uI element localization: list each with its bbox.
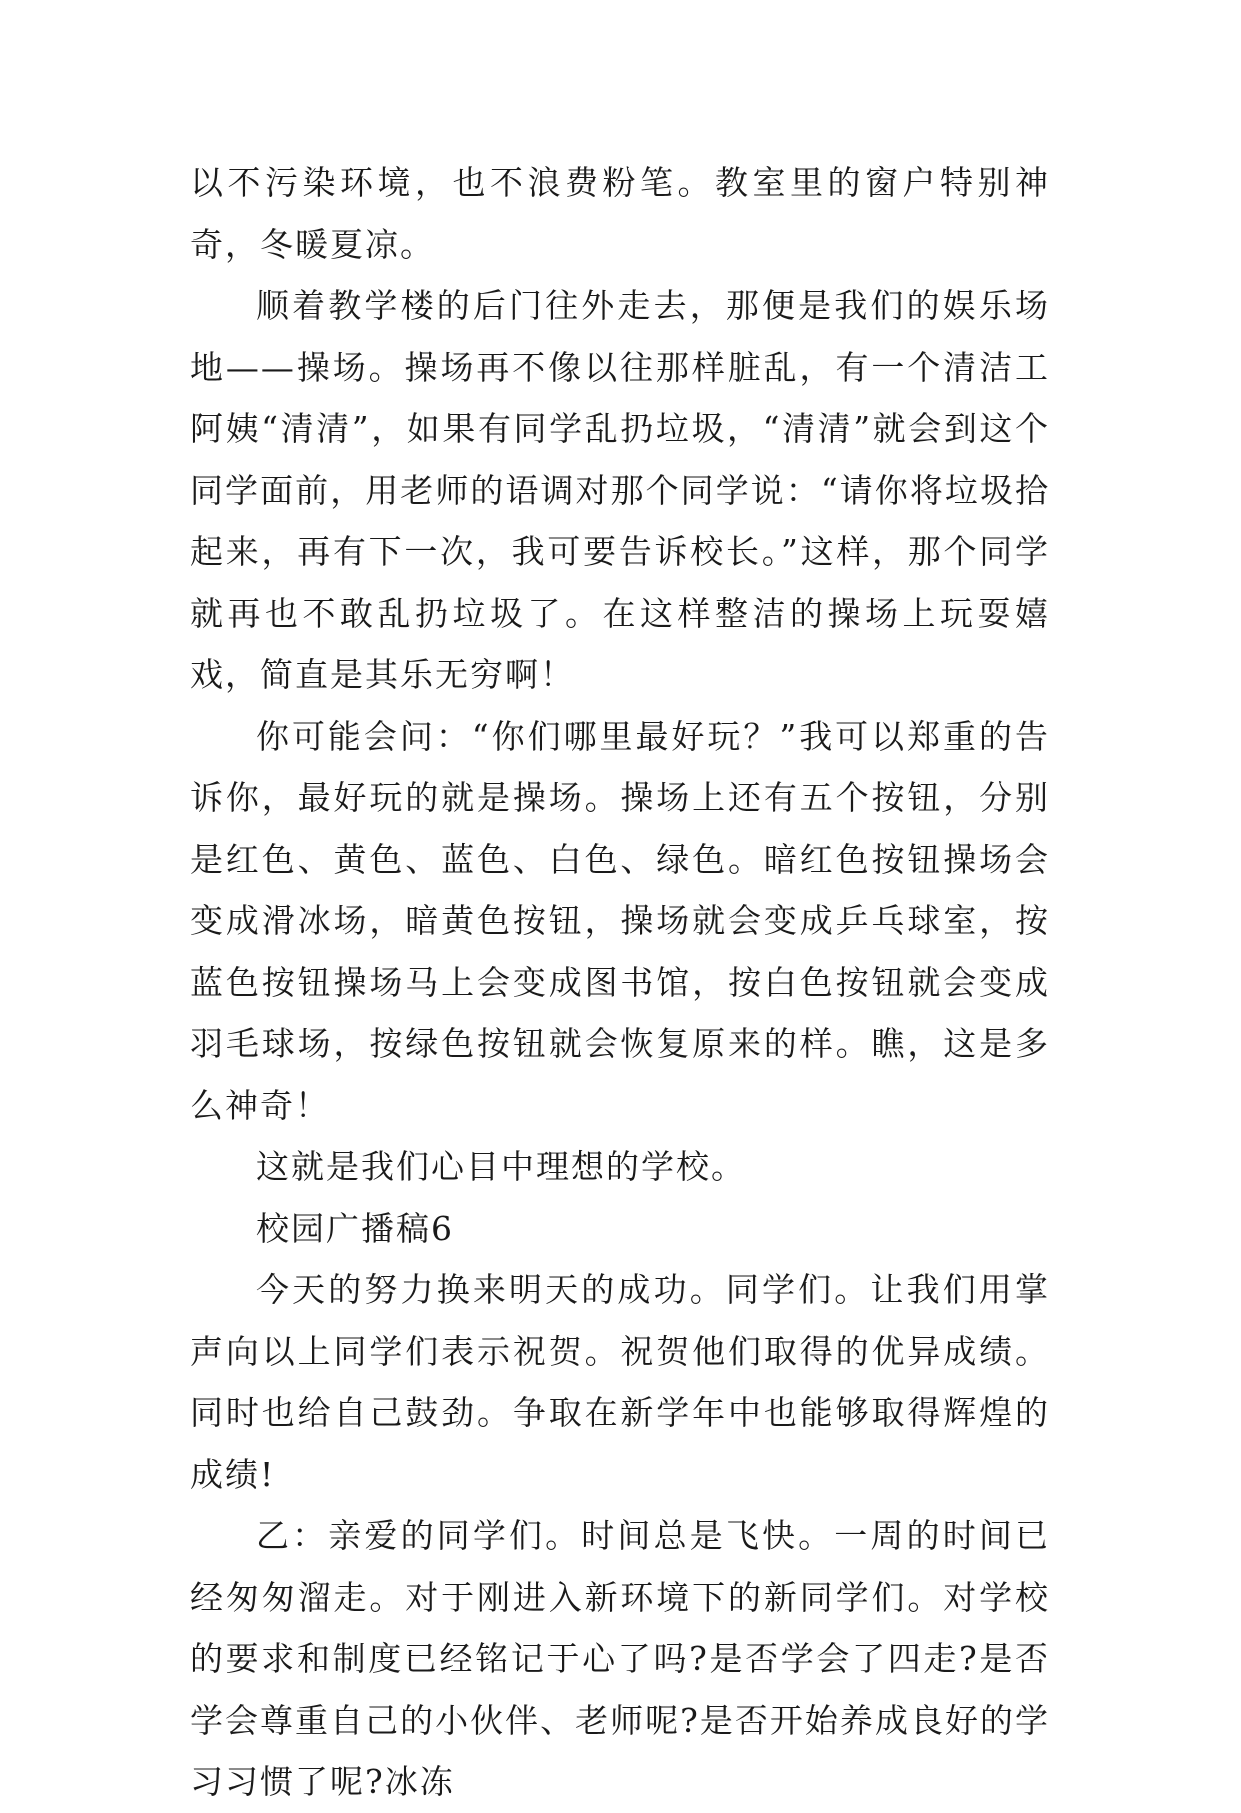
paragraph-playground: 顺着教学楼的后门往外走去，那便是我们的娱乐场地——操场。操场再不像以往那样脏乱，有一个清洁工阿姨“清清”，如果有同学乱扔垃圾，“清清”就会到这个同学面前，用老师的语调对那个同学说：“请你将垃圾拾起来，再有下一次，我可要告诉校长。”这样，那个同学就再也不敢乱扔垃圾了。在这样整洁的操场上玩耍嬉戏，简直是其乐无穷啊！	[190, 286, 1050, 694]
paragraph-ideal-school: 这就是我们心目中理想的学校。	[256, 1147, 746, 1186]
paragraph-congratulations: 今天的努力换来明天的成功。同学们。让我们用掌声向以上同学们表示祝贺。祝贺他们取得的优异成绩。同时也给自己鼓劲。争取在新学年中也能够取得辉煌的成绩!	[190, 1270, 1050, 1494]
paragraph-buttons: 你可能会问：“你们哪里最好玩？”我可以郑重的告诉你，最好玩的就是操场。操场上还有五个按钮，分别是红色、黄色、蓝色、白色、绿色。暗红色按钮操场会变成滑冰场，暗黄色按钮，操场就会变成乒乓球室，按蓝色按钮操场马上会变成图书馆，按白色按钮就会变成羽毛球场，按绿色按钮就会恢复原来的样。瞧，这是多么神奇！	[190, 716, 1050, 1125]
paragraph-continuation: 以不污染环境，也不浪费粉笔。教室里的窗户特别神奇，冬暖夏凉。	[190, 163, 1050, 264]
paragraph-speaker-b: 乙：亲爱的同学们。时间总是飞快。一周的时间已经匆匆溜走。对于刚进入新环境下的新同学们。对学校的要求和制度已经铭记于心了吗?是否学会了四走?是否学会尊重自己的小伙伴、老师呢?是否开始养成良好的学习习惯了呢?冰冻	[190, 1516, 1050, 1801]
section-heading: 校园广播稿6	[256, 1208, 454, 1248]
document-body	[190, 152, 1050, 1813]
